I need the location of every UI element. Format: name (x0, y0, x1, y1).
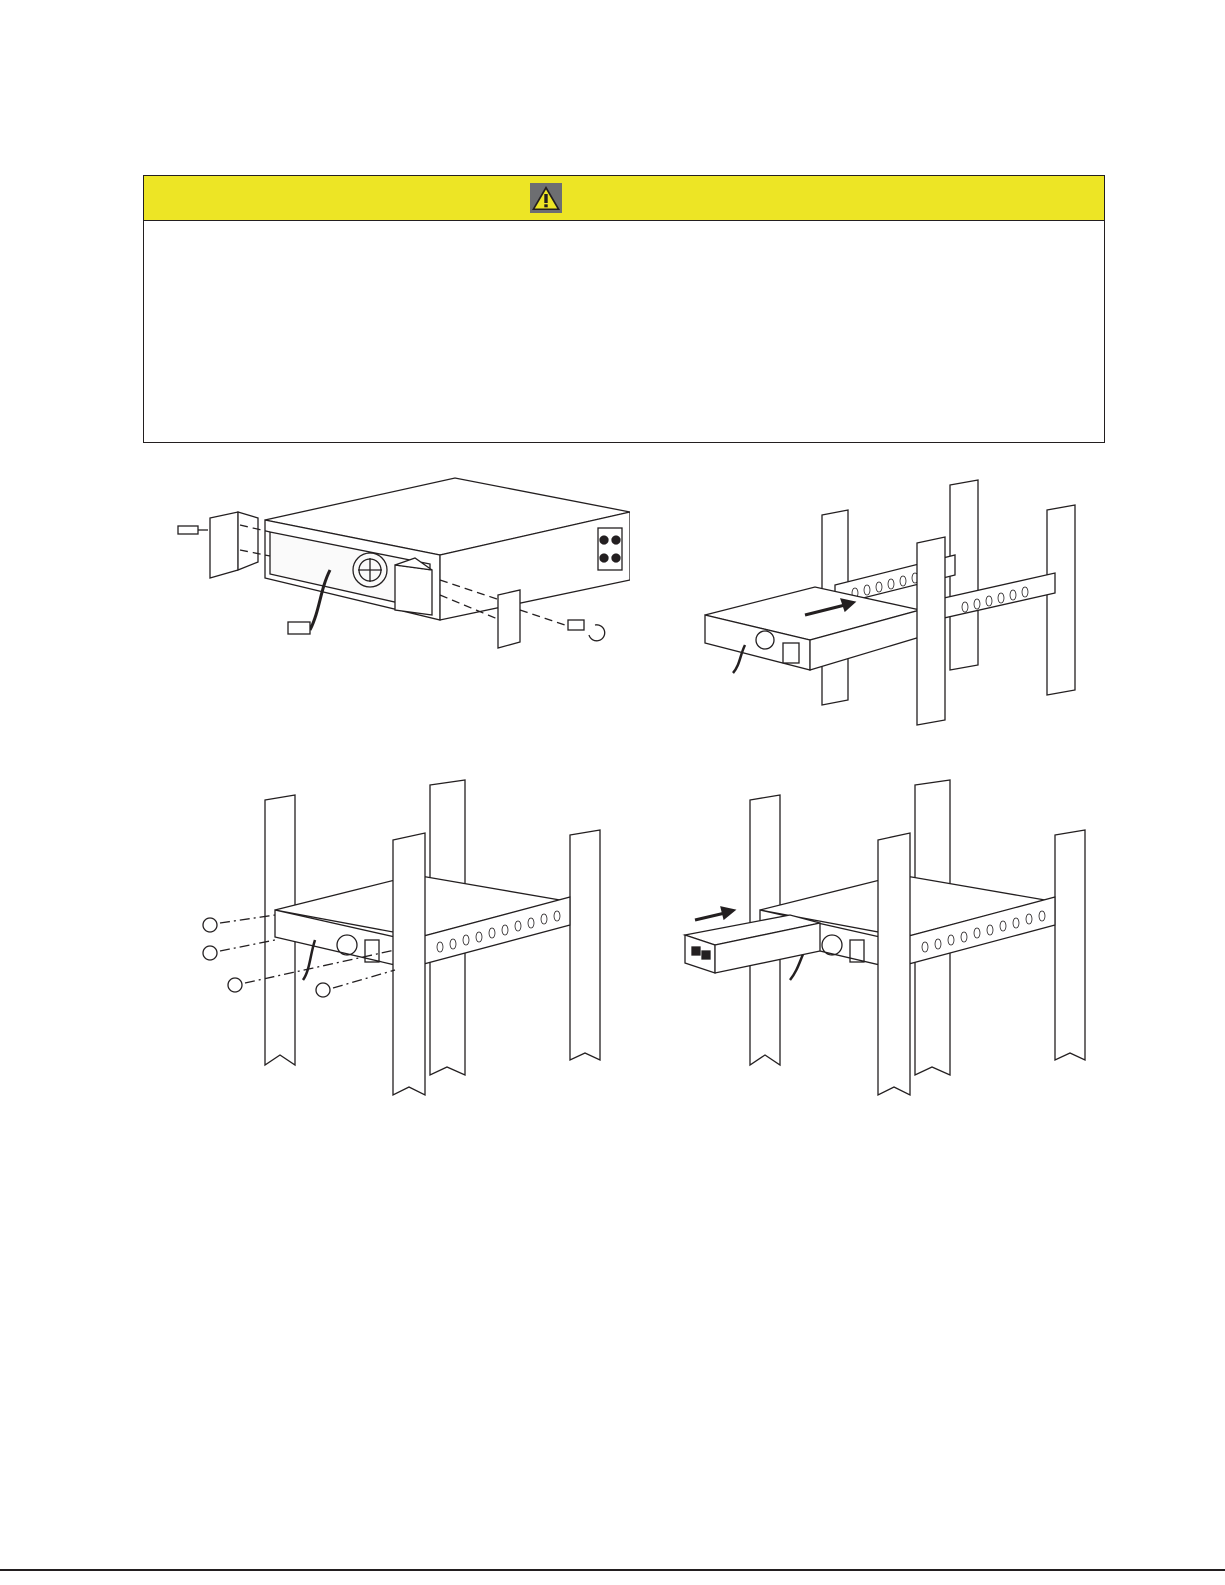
figure-slide-into-rails (695, 475, 1095, 730)
figure-attach-brackets (170, 470, 630, 670)
caution-box (143, 175, 1105, 443)
caution-body (144, 221, 1104, 253)
caution-header (144, 176, 1104, 221)
figure-insert-battery (680, 775, 1090, 1105)
figure-secure-screws (195, 775, 605, 1105)
bottom-rule (0, 1569, 1225, 1571)
warning-triangle-icon (530, 183, 562, 213)
